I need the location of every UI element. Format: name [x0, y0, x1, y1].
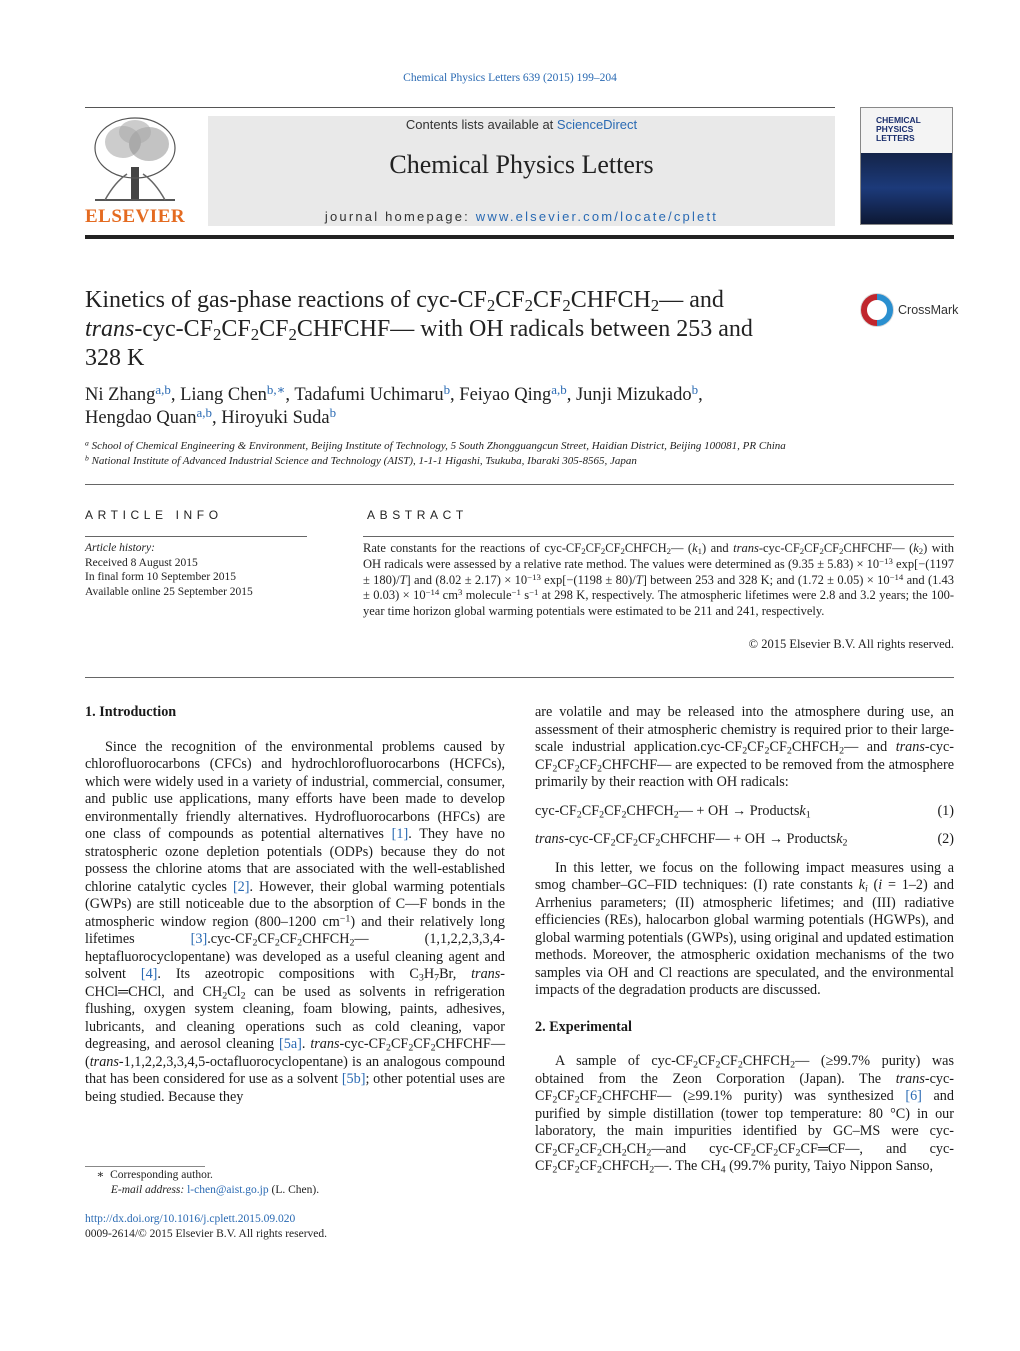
- journal-reference[interactable]: Chemical Physics Letters 639 (2015) 199–204: [403, 72, 617, 84]
- affiliation-a: $^a$ School of Chemical Engineering & Environment, Beijing Institute of Technology, 5 South Zhongguangcun Street, Haidian District, Beijing 100081, PR China: [85, 438, 786, 452]
- author-affiliation-mark[interactable]: b: [443, 382, 451, 398]
- left-column: [85, 704, 505, 1106]
- revised-date: In final form 10 September 2015: [85, 571, 237, 583]
- abstract-body: Rate constants for the reactions of cyc-$CF_2CF_2CF_2CHFCH_2—$ $(k_1)$ and trans-$cyc-CF_2CF_2CF_2CHFCHF—$ $(k_2)$ with OH radicals were assessed by a relative rate method. The values were determined as $(9.35 \pm 5.83) \times 10^{-13}$ exp[−(1197 ± 180)/T] and $(8.02 \pm 2.17) \times 10^{-13}$ exp[−(1198 ± 80)/T] between 253 and 328 K; and $(1.72 \pm 0.05) \times 10^{-14}$ and $(1.43 \pm 0.03) \times 10^{-14}$ $cm^3$ molecule$^{-1}$ $s^{-1}$ at 298 K, respectively. The atmospheric lifetimes were 2.8 and 3.2 years; the 100-year time horizon global warming potentials were estimated to be 211 and 241, respectively.: [363, 541, 955, 619]
- citation-2[interactable]: [2]: [232, 878, 250, 895]
- history-label: Article history:: [85, 542, 155, 554]
- author-name[interactable]: Liang Chen: [180, 385, 267, 405]
- affiliations: [85, 439, 945, 469]
- corresponding-author-note: ∗ Corresponding author.: [85, 1169, 213, 1181]
- masthead-thick-rule: [85, 235, 954, 239]
- elsevier-wordmark: ELSEVIER: [85, 206, 186, 227]
- sciencedirect-link[interactable]: ScienceDirect: [556, 117, 638, 132]
- citation-4[interactable]: [4]: [140, 966, 158, 982]
- abstract-rule-bottom: [85, 677, 954, 678]
- abstract-rule: [363, 536, 954, 537]
- journal-name: Chemical Physics Letters: [389, 150, 654, 179]
- email-link[interactable]: l-chen@aist.go.jp: [187, 1183, 269, 1196]
- focus-paragraph: In this letter, we focus on the following impact measures using a smog chamber–GC–FID techniques: (I) rate constants $k_i$ (i = 1–2) and Arrhenius parameters; (II) atmospheric lifetimes; and (III) radiative efficiencies (REs), halocarbon global warming potentials (HGWPs), and global warming potentials (GWPs), using original and updated estimation methods. Moreover, the atmospheric oxidation mechanisms of the two samples via OH and Cl reactions are speculated, and the environmental impacts of the degradation products are discussed.: [535, 859, 954, 998]
- article-info-rule: [85, 536, 307, 537]
- footnote-rule: [85, 1166, 205, 1167]
- contents-line: [208, 117, 835, 132]
- doi-block: [85, 1212, 327, 1241]
- header-rule: [85, 107, 835, 108]
- homepage-link[interactable]: www.elsevier.com/locate/cplett: [475, 209, 719, 224]
- author-name[interactable]: Hengdao Quan: [85, 408, 197, 428]
- citation-5a[interactable]: [5a]: [279, 1036, 302, 1052]
- citation-5b[interactable]: [5b]: [341, 1071, 366, 1087]
- doi-link[interactable]: http://dx.doi.org/10.1016/j.cplett.2015.09.020: [85, 1213, 296, 1225]
- affiliation-b: $^b$ National Institute of Advanced Industrial Science and Technology (AIST), 1-1-1 Higashi, Tsukuba, Ibaraki 305-8565, Japan: [85, 453, 637, 467]
- author-affiliation-mark[interactable]: a,b: [155, 382, 171, 398]
- issn-line: 0009-2614/© 2015 Elsevier B.V. All rights reserved.: [85, 1227, 328, 1240]
- crossmark-icon[interactable]: [859, 292, 895, 328]
- author-name[interactable]: Junji Mizukado: [575, 385, 692, 405]
- author-name[interactable]: Feiyao Qing: [459, 385, 552, 405]
- article-history: [85, 541, 307, 599]
- citation-3[interactable]: [3]: [190, 931, 208, 947]
- online-date: Available online 25 September 2015: [85, 585, 253, 598]
- received-date: Received 8 August 2015: [85, 556, 198, 569]
- intro-paragraph-continued: are volatile and may be released into the atmosphere during use, an assessment of their atmospheric chemistry is required prior to their large-scale industrial $application.cyc-CF_2CF_2CF_2CHFCH_2—$ and trans-$cyc-CF_2CF_2CF_2CHFCHF—$ are expected to be removed from the atmosphere primarily by their reaction with OH radicals:: [535, 704, 954, 790]
- citation-6[interactable]: [6]: [905, 1088, 922, 1104]
- author-name[interactable]: Hiroyuki Suda: [221, 408, 330, 428]
- affiliation-rule: [85, 484, 954, 485]
- abstract-copyright: © 2015 Elsevier B.V. All rights reserved.: [748, 637, 954, 651]
- author-affiliation-mark[interactable]: b,∗: [266, 382, 286, 398]
- right-column: [535, 704, 954, 1176]
- equation-2: trans-$cyc-CF_2CF_2CF_2CHFCHF—$ + OH → Productsk$_2$ (2): [535, 831, 954, 849]
- section-heading-experimental: 2. Experimental: [535, 1018, 632, 1035]
- author-list: Ni Zhang$^{a,b}$, Liang Chen$^{b,∗}$, Tadafumi Uchimaru$^b$, Feiyao Qing$^{a,b}$, Junji Mizukado$^b$, Hengdao Quan$^{a,b}$, Hiroyuki Suda$^b$: [85, 382, 703, 428]
- citation-1[interactable]: [1]: [391, 826, 409, 842]
- abstract-heading: ABSTRACT: [367, 508, 468, 522]
- author-affiliation-mark[interactable]: b: [691, 382, 699, 398]
- article-info-heading: ARTICLE INFO: [85, 508, 223, 522]
- intro-paragraph: Since the recognition of the environmental problems caused by chlorofluorocarbons (CFCs) and hydrochlorofluorocarbons (HCFCs), which were widely used in a variety of industrial, commercial, consumer, and public use applications, many efforts have been made to develop environmentally friendly alternatives. Hydrofluorocarbons (HFCs) are one class of compounds as potential alternatives [1]. They have no stratospheric ozone depletion potentials (ODPs) because they do not possess the chlorine atoms that are associated with the well-established chlorine catalytic cycles [2]. However, their global warming potentials (GWPs) are still noticeable due to the absorption of C—F bonds in the atmospheric window region (800–1200 $cm^{-1}$) and their relatively long lifetimes $[3].cyc-CF_2CF_2CF_2CHFCH_2—$ (1,1,2,2,3,3,4-heptafluorocyclopentane) was developed as a useful cleaning agent and solvent [4]. Its azeotropic compositions with $C_3H_7Br$, trans-CHCl═CHCl, and $CH_2Cl_2$ can be used as solvents in refrigeration flushing, oxygen system cleaning, foam blowing, paints, adhesives, lubricants, and cleaning operations such as cold cleaning, vapor degreasing, and aerosol cleaning [5a]. trans-$cyc-CF_2CF_2CF_2CHFCHF—(trans-1,1,2,2,3,3,4,5-octafluorocyclopentane)$ is an analogous compound that has been considered for use as a solvent [5b]; other potential uses are being studied. Because they: [85, 738, 506, 1105]
- equation-1: cyc-$CF_2CF_2CF_2CHFCH_2—$ + OH → Productsk$_1$ (1): [535, 802, 954, 820]
- cover-title: CHEMICAL PHYSICS LETTERS: [876, 115, 921, 143]
- author-affiliation-mark[interactable]: a,b: [551, 382, 567, 398]
- author-name[interactable]: Ni Zhang: [85, 385, 156, 405]
- article-title: Kinetics of gas-phase reactions of cyc-$CF_2CF_2CF_2CHFCH_2—$ and trans-$cyc-CF_2CF_2CF_2CHFCHF—$ with OH radicals between 253 and 328 K: [85, 287, 753, 371]
- author-affiliation-mark[interactable]: b: [329, 405, 337, 421]
- experimental-paragraph: A sample of cyc-$CF_2CF_2CF_2CHFCH_2—$ (≥99.7% purity) was obtained from the Zeon Corporation (Japan). The trans-$cyc-CF_2CF_2CF_2CHFCHF—$ (≥99.1% purity) was synthesized [6] and purified by simple distillation (tower top temperature: 80 °C) in our laboratory, the main impurities identified by GC–MS were cyc-$CF_2CF_2CF_2CH_2CH_2—and$ cyc-$CF_2CF_2CF_2CF═CF—$, and cyc-$CF_2CF_2CF_2CHFCH_2—$. The $CH_4$ (99.7% purity, Taiyo Nippon Sanso,: [535, 1053, 954, 1176]
- crossmark-label[interactable]: CrossMark: [898, 303, 959, 317]
- author-name[interactable]: Tadafumi Uchimaru: [294, 385, 444, 405]
- contents-prefix: Contents lists available at: [405, 117, 554, 132]
- homepage-line: [208, 209, 835, 224]
- homepage-prefix: journal homepage:: [324, 209, 470, 224]
- section-heading-introduction: 1. Introduction: [85, 704, 177, 720]
- author-affiliation-mark[interactable]: a,b: [196, 405, 212, 421]
- email-note: E-mail address: l-chen@aist.go.jp (L. Chen).: [110, 1183, 320, 1196]
- footnotes: [85, 1168, 505, 1197]
